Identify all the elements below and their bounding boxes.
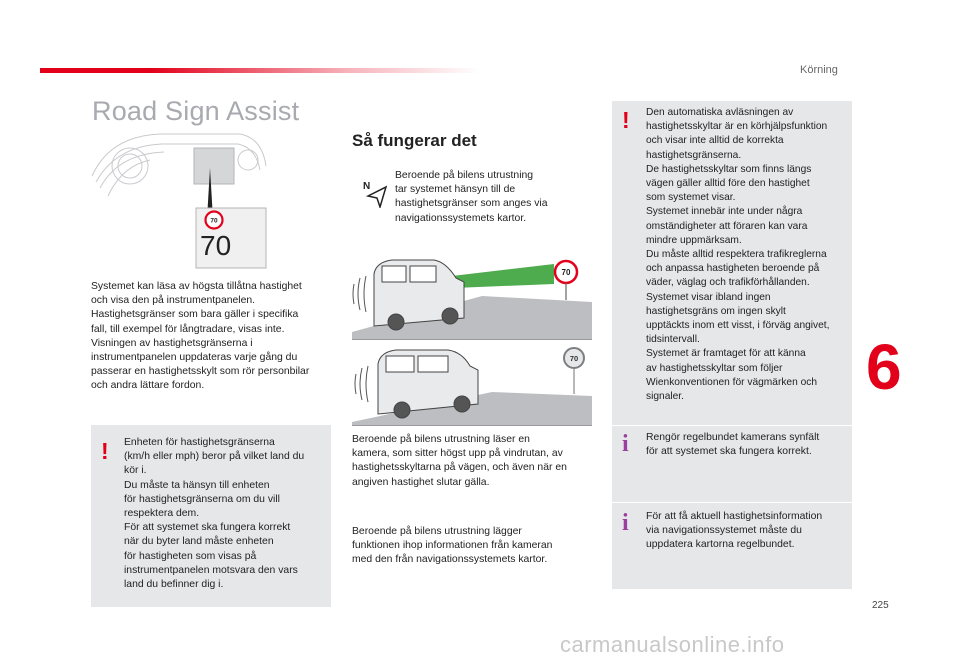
map-update-text: För att få aktuell hastighetsinformation via navigationssystemet måste du uppdatera kartorna regelbundet. xyxy=(646,511,823,551)
intro-paragraph: Systemet kan läsa av högsta tillåtna hastighet och visa den på instrumentpanelen. Hastighetsgränser som bara gäller i specifika fall, till exempel för långtradare, visas inte. Visningen av hastighetsgränserna i instrumentpanelen uppdateras varje gång du passerar en hastighetsskylt som rör personbilar och andra lättare fordon. xyxy=(91,281,310,392)
warning-icon: ! xyxy=(101,438,109,464)
chapter-label: Körning xyxy=(800,64,838,76)
camera-description: Beroende på bilens utrustning läser en kamera, som sitter högst upp på vindrutan, av hastighetsskyltarna på vägen, och även när en angiven hastighet slutar gälla. xyxy=(352,434,567,488)
info-icon: i xyxy=(622,510,629,536)
display-speed-value: 70 xyxy=(200,230,232,261)
van-camera-illustration xyxy=(352,254,592,340)
reliability-warning-note xyxy=(612,101,852,425)
reliability-warning-text: Den automatiska avläsningen av hastighetsskyltar är en körhjälpsfunktion och visar inte alltid de korrekta hastighetsgränserna. De hastighetsskyltar som finns längs vägen gäller alltid före den hastighet som systemet visar. Systemet innebär inte under några omständigheter att föraren kan vara mindre uppmärksam. Du måste alltid respektera trafikreglerna och anpassa hastigheten beroende på väder, väglag och trafikförhållanden. Systemet visar ibland ingen hastighetsgräns om ingen skylt upptäckts inom ett visst, i förväg angivet, tidsintervall. Systemet är framtaget för att känna av hastighetsskyltar som följer Wienkonventionen för vägmärken och signaler. xyxy=(646,107,830,403)
navigation-description: Beroende på bilens utrustning tar systemet hänsyn till de hastighetsgränser som anges via navigationssystemets kartor. xyxy=(395,170,548,224)
speed-sign-value: 70 xyxy=(210,217,218,225)
combined-description: Beroende på bilens utrustning lägger funktionen ihop informationen från kameran med den från navigationssystemets kartor. xyxy=(352,526,553,566)
unit-warning-text: Enheten för hastighetsgränserna (km/h eller mph) beror på vilket land du kör i. Du måste ta hänsyn till enheten för hastighetsgränserna om du vill respektera dem. För att systemet ska fungera korrekt när du byter land måste enheten för hastigheten som visas på instrumentpanelen motsvara den vars land du befinner dig i. xyxy=(124,437,305,591)
info-icon: i xyxy=(622,431,629,457)
navigation-icon xyxy=(362,178,388,208)
road-sign-1-value: 70 xyxy=(561,268,571,277)
page-number: 225 xyxy=(872,600,889,611)
speed-sign-icon xyxy=(204,210,224,230)
section-heading: Så fungerar det xyxy=(352,131,477,150)
navigation-north-letter: N xyxy=(363,181,371,192)
van-navigation-illustration xyxy=(352,344,592,426)
instrument-panel-illustration xyxy=(90,126,270,276)
road-sign-2-value: 70 xyxy=(569,354,579,363)
watermark: carmanualsonline.info xyxy=(560,632,785,657)
header-accent-bar xyxy=(40,68,480,73)
camera-cleaning-info-note xyxy=(612,426,852,502)
warning-icon: ! xyxy=(622,107,630,133)
map-update-info-note xyxy=(612,503,852,589)
chapter-number: 6 xyxy=(866,331,902,403)
page-title: Road Sign Assist xyxy=(92,96,300,126)
unit-warning-note xyxy=(91,425,331,607)
camera-cleaning-text: Rengör regelbundet kamerans synfält för att systemet ska fungera korrekt. xyxy=(646,432,820,458)
